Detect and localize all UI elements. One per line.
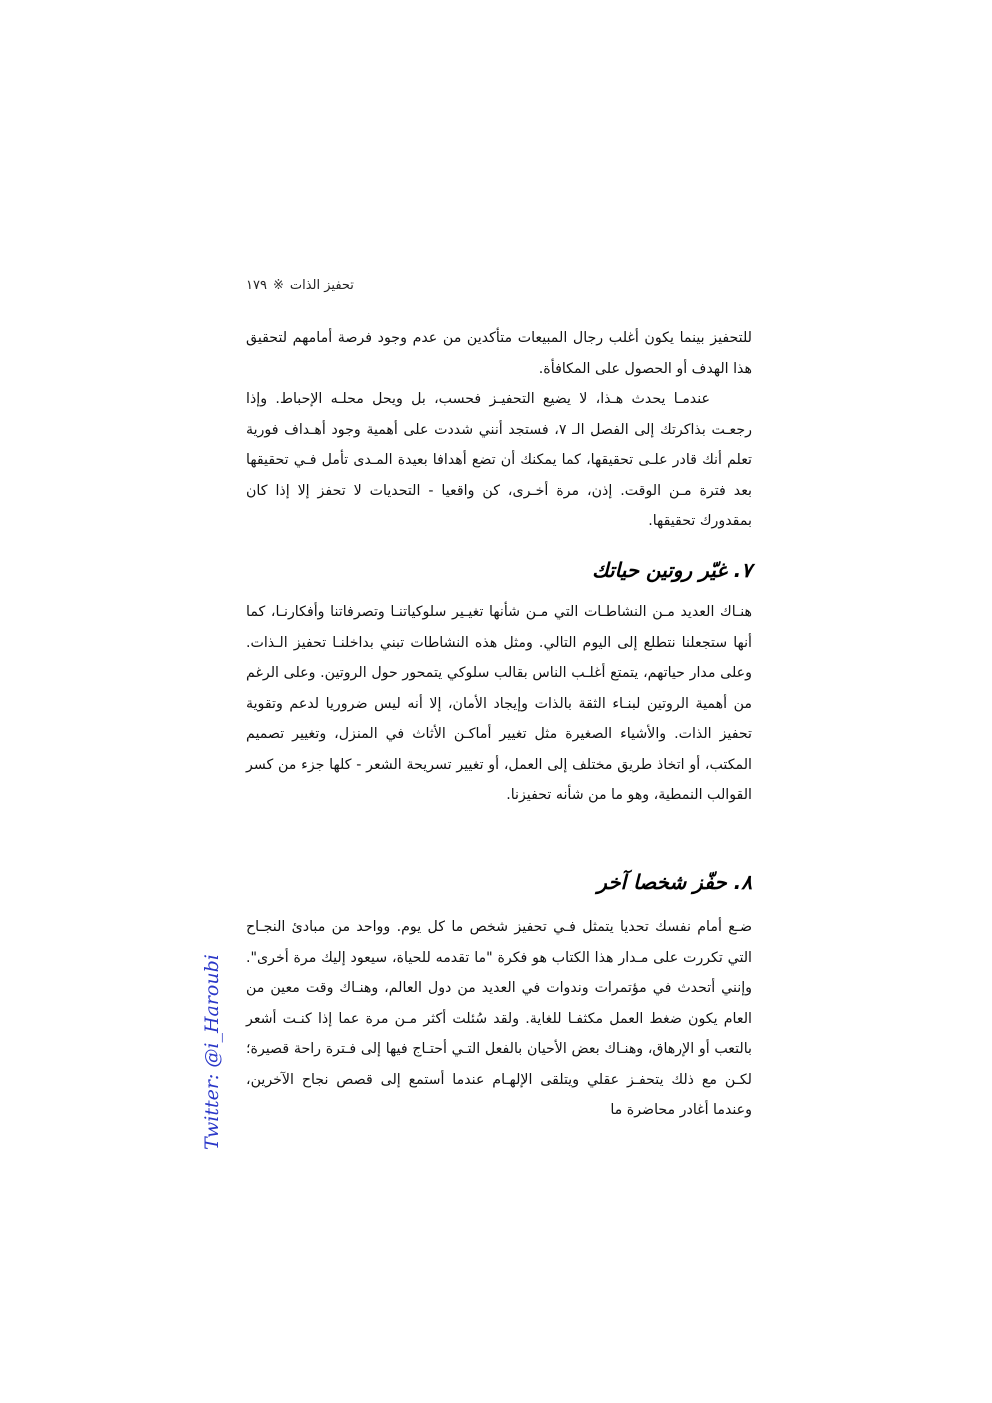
running-head [246, 278, 354, 293]
text-block-section-7 [246, 597, 752, 811]
running-head-title: تحفيز الذات [289, 278, 354, 293]
section-heading-8: ٨. حفّز شخصا آخر [597, 870, 752, 894]
paragraph: للتحفيز بينما يكون أغلب رجال المبيعات متأكدين من عدم وجود فرصة أمامهم لتحقيق هذا الهدف أو الحصول على المكافأة. [246, 330, 752, 377]
text-block-section-8 [246, 912, 752, 1126]
ornament-icon: ※ [272, 278, 284, 293]
page-number: ١٧٩ [246, 278, 267, 293]
paragraph: هنـاك العديد مـن النشاطـات التي مـن شأنها تغيـير سلوكياتنـا وتصرفاتنا وأفكارنـا، كما أنها ستجعلنا نتطلع إلى اليوم التالي. ومثل هذه النشاطات تبني بداخلنـا تحفيز الـذات. وعلى مدار حياتهم، يتمتع أغلـب الناس بقالب سلوكي يتمحور حول الروتين. وعلى الرغم من أهمية الروتين لبنـاء الثقة بالذات وإيجاد الأمان، إلا أنه ليس ضروريا لدعم وتقوية تحفيز الذات. والأشياء الصغيرة مثل تغيير أماكـن الأثاث في المنزل، وتغيير تصميم المكتب، أو اتخاذ طريق مختلف إلى العمل، أو تغيير تسريحة الشعر - كلها جزء من كسر القوالب النمطية، وهو ما من شأنه تحفيزنا. [246, 604, 752, 803]
paragraph: ضـع أمام نفسك تحديا يتمثل فـي تحفيز شخص ما كل يوم. وواحد من مبادئ النجـاح التي تكررت على مـدار هذا الكتاب هو فكرة "ما تقدمه للحياة، سيعود إليك مرة أخرى". وإنني أتحدث في مؤتمرات وندوات في العديد من دول العالم، وهنـاك وقت معين من العام يكون ضغط العمل مكثفـا للغاية. ولقد سُئلت أكثر مـن مرة عما إذا كنـت أشعر بالتعب أو الإرهاق، وهنـاك بعض الأحيان بالفعل التـي أحتـاج فيها إلى فـترة راحة قصيرة؛ لكـن مع ذلك يتحفـز عقلي ويتلقى الإلهـام عندما أستمع إلى قصص نجاح الآخرين، وعندما أغادر محاضرة ما [246, 919, 752, 1118]
watermark-text: Twitter: @i_Haroubi [201, 954, 223, 1150]
paragraph: عندمـا يحدث هـذا، لا يضيع التحفيـز فحسب، بل ويحل محلـه الإحباط. وإذا رجعـت بذاكرتك إلى الفصل الـ ٧، فستجد أنني شددت على أهمية وجود أهـداف فورية تعلم أنك قادر علـى تحقيقها، كما يمكنك أن تضع أهدافا بعيدة المـدى تأمل فـي تحقيقها بعد فترة مـن الوقت. إذن، مرة أخـرى، كن واقعيا - التحديات لا تحفز إلا إذا كان بمقدورك تحقيقها. [246, 391, 752, 529]
text-block-1 [246, 323, 752, 537]
section-heading-7: ٧. غيّر روتين حياتك [592, 558, 752, 582]
